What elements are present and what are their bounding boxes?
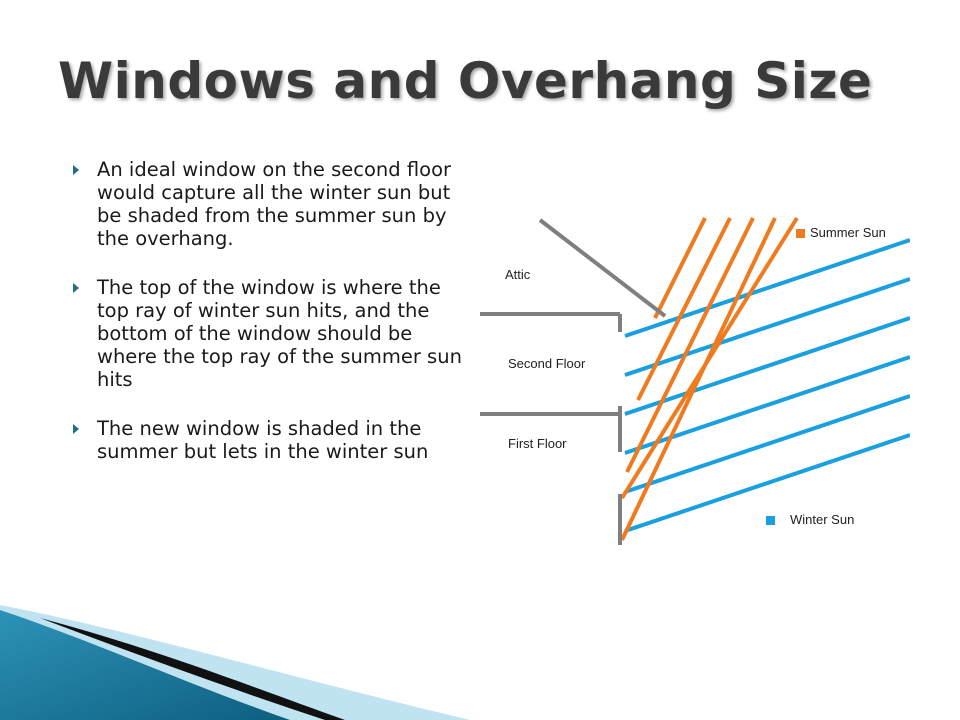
bullet-text: An ideal window on the second floor would capture all the winter sun but be shaded from the summer sun by the overhang. — [97, 158, 452, 250]
bullet-text: The new window is shaded in the summer but lets in the winter sun — [97, 417, 429, 463]
second-floor-label: Second Floor — [508, 356, 586, 371]
slide-title: Windows and Overhang Size — [58, 52, 873, 110]
attic-label: Attic — [505, 267, 531, 282]
summer-sun-legend-label: Summer Sun — [810, 225, 886, 240]
bullet-text: The top of the window is where the top ray of winter sun hits, and the bottom of the window should be where the top ray of the summer sun hits — [97, 276, 462, 391]
winter-sun-legend-label: Winter Sun — [790, 512, 855, 527]
first-floor-label: First Floor — [508, 436, 567, 451]
